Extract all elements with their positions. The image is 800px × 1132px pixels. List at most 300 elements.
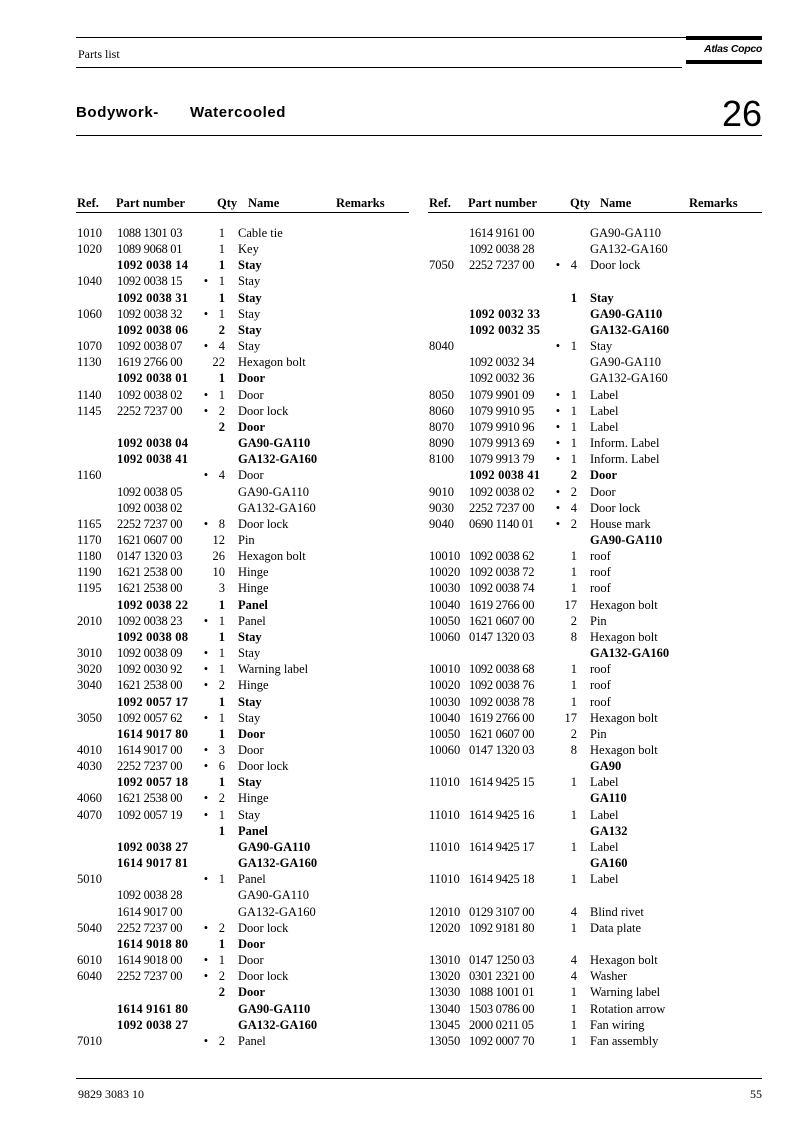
parts-row [429, 823, 769, 839]
cell-part-number: 1621 2538 00 [117, 565, 183, 580]
cell-change-mark: • [555, 387, 561, 402]
right-col-head-ref: Ref. [429, 196, 451, 210]
parts-row [77, 370, 417, 386]
cell-name: Pin [238, 532, 255, 547]
parts-row [429, 839, 769, 855]
cell-name: Label [590, 419, 619, 434]
cell-ref: 13010 [429, 953, 461, 968]
cell-change-mark: • [555, 484, 561, 499]
parts-row [77, 629, 417, 645]
cell-part-number: 1614 9425 17 [469, 839, 535, 854]
cell-name: Stay [590, 339, 613, 354]
parts-row [77, 516, 417, 532]
cell-name: Stay [238, 322, 262, 337]
parts-row [77, 807, 417, 823]
cell-name: Stay [590, 290, 614, 305]
parts-row [429, 936, 769, 952]
cell-ref: 3040 [77, 678, 102, 693]
cell-part-number: 1614 9018 80 [117, 936, 189, 951]
cell-qty: 2 [570, 516, 577, 531]
parts-row [77, 710, 417, 726]
parts-row [77, 451, 417, 467]
cell-ref: 1165 [77, 516, 102, 531]
cell-name: Panel [238, 823, 268, 838]
cell-qty: 1 [218, 936, 225, 951]
parts-row [429, 370, 769, 386]
cell-name: Stay [238, 339, 261, 354]
cell-qty: 1 [570, 403, 577, 418]
parts-row [429, 597, 769, 613]
cell-name: Label [590, 387, 619, 402]
cell-name: Fan assembly [590, 1033, 659, 1048]
parts-row [77, 225, 417, 241]
right-col-head-qty: Qty [570, 196, 591, 210]
cell-part-number: 1092 0038 05 [117, 484, 183, 499]
cell-name: Stay [238, 646, 261, 661]
cell-name: GA90-GA110 [590, 306, 663, 321]
cell-name: Hinge [238, 678, 269, 693]
cell-qty: 1 [218, 710, 225, 725]
cell-part-number: 0147 1320 03 [117, 549, 183, 564]
cell-ref: 9030 [429, 500, 454, 515]
cell-qty: 1 [570, 549, 577, 564]
cell-ref: 10050 [429, 613, 461, 628]
cell-part-number: 1621 2538 00 [117, 581, 183, 596]
cell-part-number: 2252 7237 00 [469, 500, 535, 515]
cell-ref: 5010 [77, 872, 102, 887]
cell-name: GA132-GA160 [590, 371, 668, 386]
cell-ref: 4060 [77, 791, 102, 806]
cell-part-number: 0147 1320 03 [469, 629, 535, 644]
cell-qty: 1 [218, 726, 225, 741]
cell-part-number: 2252 7237 00 [117, 920, 183, 935]
cell-qty: 2 [570, 613, 577, 628]
parts-row [77, 273, 417, 289]
cell-change-mark: • [203, 791, 209, 806]
parts-row [429, 984, 769, 1000]
cell-name: Door [238, 419, 266, 434]
cell-qty: 1 [570, 1017, 577, 1032]
left-col-head-ref: Ref. [77, 196, 99, 210]
cell-name: Stay [238, 274, 261, 289]
left-col-head-name: Name [248, 196, 280, 210]
cell-ref: 10030 [429, 581, 461, 596]
cell-ref: 8060 [429, 403, 454, 418]
parts-row [77, 936, 417, 952]
cell-ref: 1180 [77, 549, 102, 564]
cell-part-number: 1092 0038 22 [117, 597, 189, 612]
cell-qty: 3 [218, 581, 225, 596]
parts-row [77, 871, 417, 887]
cell-name: GA132-GA160 [238, 856, 318, 871]
brand-logo [686, 36, 762, 68]
cell-part-number: 0147 1320 03 [469, 743, 535, 757]
parts-row [77, 241, 417, 257]
cell-ref: 8050 [429, 387, 454, 402]
cell-part-number: 2252 7237 00 [117, 403, 183, 418]
cell-change-mark: • [555, 339, 561, 354]
cell-change-mark: • [203, 953, 209, 968]
cell-qty: 2 [218, 678, 225, 693]
cell-name: Panel [238, 872, 266, 887]
right-col-head-name: Name [600, 196, 632, 210]
cell-ref: 13030 [429, 985, 461, 1000]
cell-name: GA90-GA110 [590, 355, 662, 370]
parts-row [77, 952, 417, 968]
cell-qty: 1 [570, 662, 577, 677]
cell-part-number: 1088 1001 01 [469, 985, 535, 1000]
parts-row [77, 984, 417, 1000]
cell-qty: 1 [570, 985, 577, 1000]
document-number: 9829 3083 10 [78, 1087, 144, 1101]
parts-row [77, 419, 417, 435]
parts-row [77, 920, 417, 936]
cell-qty: 1 [570, 1001, 577, 1016]
cell-ref: 10030 [429, 694, 461, 709]
cell-name: Door lock [590, 500, 641, 515]
cell-qty: 1 [570, 872, 577, 887]
cell-qty: 1 [218, 258, 225, 273]
cell-ref: 1130 [77, 355, 102, 370]
cell-qty: 2 [218, 403, 225, 418]
cell-qty: 8 [218, 516, 225, 531]
cell-ref: 1160 [77, 468, 102, 483]
cell-ref: 1040 [77, 274, 102, 289]
footer-rule [76, 1078, 762, 1079]
parts-row [77, 839, 417, 855]
cell-name: Pin [590, 726, 607, 741]
title-rule [76, 135, 762, 136]
parts-row [429, 451, 769, 467]
parts-row [77, 677, 417, 693]
parts-row [77, 855, 417, 871]
cell-qty: 1 [218, 694, 225, 709]
cell-qty: 1 [570, 920, 577, 935]
right-parts-column [429, 225, 769, 1049]
cell-part-number: 2252 7237 00 [117, 969, 183, 984]
cell-qty: 1 [570, 694, 577, 709]
cell-ref: 10020 [429, 565, 461, 580]
cell-name: Pin [590, 613, 607, 628]
cell-ref: 10010 [429, 549, 461, 564]
cell-qty: 4 [218, 468, 225, 483]
cell-change-mark: • [203, 743, 209, 757]
section-number: 26 [721, 93, 762, 134]
cell-name: GA132-GA160 [238, 500, 316, 515]
parts-row [77, 500, 417, 516]
parts-row [429, 952, 769, 968]
cell-name: Label [590, 807, 619, 822]
cell-qty: 4 [570, 258, 577, 273]
cell-ref: 11010 [429, 872, 460, 887]
cell-qty: 2 [218, 322, 225, 337]
cell-ref: 6010 [77, 953, 102, 968]
cell-qty: 6 [218, 759, 225, 774]
cell-qty: 17 [564, 597, 577, 612]
parts-row [429, 904, 769, 920]
cell-qty: 2 [570, 484, 577, 499]
cell-change-mark: • [203, 710, 209, 725]
parts-row [429, 225, 769, 241]
parts-row [429, 629, 769, 645]
cell-part-number: 0301 2321 00 [469, 969, 535, 984]
cell-part-number: 1092 0038 01 [117, 371, 189, 386]
cell-name: Door [590, 468, 618, 483]
parts-row [429, 387, 769, 403]
parts-row [429, 403, 769, 419]
cell-name: Fan wiring [590, 1017, 645, 1032]
cell-name: Warning label [238, 662, 309, 677]
cell-qty: 8 [570, 743, 577, 757]
cell-ref: 8100 [429, 452, 454, 467]
cell-qty: 3 [218, 743, 225, 757]
right-col-head-rule [428, 212, 762, 213]
cell-part-number: 1092 0038 07 [117, 339, 183, 354]
parts-row [77, 403, 417, 419]
parts-row [77, 322, 417, 338]
cell-part-number: 1092 0038 14 [117, 258, 189, 273]
cell-ref: 13020 [429, 969, 461, 984]
parts-row [77, 306, 417, 322]
parts-row [77, 904, 417, 920]
cell-ref: 1190 [77, 565, 102, 580]
parts-row [429, 500, 769, 516]
cell-part-number: 1092 0032 33 [469, 306, 541, 321]
cell-ref: 7010 [77, 1033, 102, 1048]
cell-ref: 9040 [429, 516, 454, 531]
cell-qty: 1 [218, 274, 225, 289]
parts-row [77, 823, 417, 839]
cell-ref: 3050 [77, 710, 102, 725]
cell-part-number: 1092 0038 04 [117, 436, 189, 451]
parts-row [429, 306, 769, 322]
cell-part-number: 1621 2538 00 [117, 791, 183, 806]
cell-ref: 3010 [77, 646, 102, 661]
cell-name: House mark [590, 516, 651, 531]
cell-qty: 2 [218, 419, 225, 434]
cell-name: GA110 [590, 791, 627, 806]
cell-part-number: 1614 9017 80 [117, 726, 189, 741]
cell-change-mark: • [203, 759, 209, 774]
parts-row [77, 726, 417, 742]
cell-part-number: 1092 0038 76 [469, 678, 535, 693]
parts-row [429, 322, 769, 338]
cell-qty: 22 [212, 355, 225, 370]
cell-part-number: 1092 0038 27 [117, 839, 189, 854]
cell-qty: 1 [570, 436, 577, 451]
cell-part-number: 1614 9018 00 [117, 953, 183, 968]
cell-name: Label [590, 839, 619, 854]
cell-name: Panel [238, 613, 266, 628]
cell-ref: 4070 [77, 807, 102, 822]
parts-row [429, 677, 769, 693]
cell-part-number: 2252 7237 00 [117, 759, 183, 774]
parts-row [77, 887, 417, 903]
cell-part-number: 1092 0032 35 [469, 322, 541, 337]
cell-qty: 8 [570, 629, 577, 644]
cell-qty: 1 [570, 775, 577, 790]
cell-change-mark: • [203, 1033, 209, 1048]
cell-name: Washer [590, 969, 628, 984]
cell-part-number: 2252 7237 00 [469, 258, 535, 273]
cell-name: GA90-GA110 [590, 226, 662, 240]
cell-name: Hexagon bolt [590, 629, 658, 644]
parts-row [429, 516, 769, 532]
page-subtitle: Watercooled [190, 104, 287, 121]
right-col-head-remarks: Remarks [689, 196, 738, 210]
cell-name: GA90-GA110 [590, 532, 663, 547]
cell-change-mark: • [203, 662, 209, 677]
parts-row [429, 564, 769, 580]
cell-qty: 1 [218, 290, 225, 305]
cell-part-number: 1092 0038 08 [117, 629, 189, 644]
left-col-head-remarks: Remarks [336, 196, 385, 210]
cell-qty: 4 [570, 904, 577, 919]
cell-part-number: 1092 0038 15 [117, 274, 183, 289]
cell-change-mark: • [203, 274, 209, 289]
cell-name: Door lock [238, 920, 289, 935]
cell-name: Door [238, 371, 266, 386]
cell-ref: 1070 [77, 339, 102, 354]
cell-name: Door [238, 936, 266, 951]
cell-name: Hexagon bolt [590, 743, 658, 757]
cell-ref: 13045 [429, 1017, 461, 1032]
cell-part-number: 1621 0607 00 [469, 613, 535, 628]
cell-ref: 7050 [429, 258, 454, 273]
cell-part-number: 2252 7237 00 [117, 516, 183, 531]
cell-part-number: 1092 0038 02 [469, 484, 535, 499]
cell-qty: 1 [570, 452, 577, 467]
left-col-head-qty: Qty [217, 196, 238, 210]
cell-change-mark: • [203, 920, 209, 935]
cell-change-mark: • [203, 969, 209, 984]
cell-part-number: 1092 0057 62 [117, 710, 183, 725]
cell-name: Stay [238, 306, 261, 321]
page-number: 55 [750, 1087, 762, 1101]
cell-ref: 10040 [429, 597, 461, 612]
cell-ref: 10020 [429, 678, 461, 693]
cell-qty: 12 [212, 532, 225, 547]
cell-name: GA160 [590, 856, 628, 871]
cell-change-mark: • [555, 403, 561, 418]
cell-name: Hexagon bolt [590, 597, 658, 612]
parts-row [429, 419, 769, 435]
parts-row [77, 613, 417, 629]
cell-part-number: 1092 0038 72 [469, 565, 535, 580]
cell-part-number: 1619 2766 00 [117, 355, 183, 370]
cell-qty: 2 [218, 985, 225, 1000]
cell-qty: 1 [570, 565, 577, 580]
cell-name: Hexagon bolt [590, 710, 658, 725]
cell-qty: 1 [570, 339, 577, 354]
cell-part-number: 1092 0038 02 [117, 387, 183, 402]
parts-row [77, 790, 417, 806]
cell-part-number: 1079 9913 69 [469, 436, 535, 451]
cell-part-number: 1092 0057 19 [117, 807, 183, 822]
cell-name: Stay [238, 629, 262, 644]
parts-row [429, 694, 769, 710]
cell-name: GA90-GA110 [238, 484, 310, 499]
parts-row [77, 1001, 417, 1017]
parts-row [77, 1017, 417, 1033]
cell-name: Stay [238, 258, 262, 273]
parts-row [429, 742, 769, 758]
cell-part-number: 1092 0038 78 [469, 694, 535, 709]
cell-qty: 1 [218, 242, 225, 257]
cell-name: Key [238, 242, 259, 257]
cell-qty: 4 [570, 500, 577, 515]
cell-qty: 1 [570, 1033, 577, 1048]
cell-name: GA132-GA160 [238, 452, 318, 467]
cell-part-number: 1092 0038 41 [117, 452, 189, 467]
cell-part-number: 1614 9425 15 [469, 775, 535, 790]
cell-part-number: 1092 0038 23 [117, 613, 183, 628]
cell-change-mark: • [203, 339, 209, 354]
cell-part-number: 1621 2538 00 [117, 678, 183, 693]
cell-change-mark: • [203, 387, 209, 402]
parts-row [77, 467, 417, 483]
cell-ref: 10060 [429, 743, 461, 757]
cell-name: Hexagon bolt [590, 953, 658, 968]
cell-name: Hinge [238, 791, 269, 806]
parts-row [77, 387, 417, 403]
cell-part-number: 1614 9017 00 [117, 743, 183, 757]
cell-name: GA90-GA110 [238, 839, 311, 854]
cell-part-number: 1503 0786 00 [469, 1001, 535, 1016]
cell-qty: 1 [218, 953, 225, 968]
cell-part-number: 1092 0057 18 [117, 775, 189, 790]
cell-part-number: 0129 3107 00 [469, 904, 535, 919]
parts-row [429, 758, 769, 774]
cell-name: roof [590, 581, 611, 596]
cell-ref: 13040 [429, 1001, 461, 1016]
right-col-head-part-number: Part number [468, 196, 538, 210]
cell-name: Panel [238, 1033, 266, 1048]
cell-qty: 17 [564, 710, 577, 725]
cell-qty: 1 [218, 629, 225, 644]
cell-change-mark: • [555, 436, 561, 451]
cell-part-number: 1621 0607 00 [117, 532, 183, 547]
cell-qty: 2 [218, 791, 225, 806]
parts-row [77, 354, 417, 370]
cell-name: Label [590, 403, 619, 418]
cell-name: roof [590, 549, 611, 564]
cell-part-number: 1614 9017 00 [117, 904, 183, 919]
cell-ref: 5040 [77, 920, 102, 935]
parts-row [429, 241, 769, 257]
cell-part-number: 1614 9161 80 [117, 1001, 189, 1016]
parts-row [77, 290, 417, 306]
page-title: Bodywork- [76, 104, 159, 121]
parts-row [429, 484, 769, 500]
parts-row [429, 257, 769, 273]
cell-qty: 26 [212, 549, 225, 564]
cell-ref: 1145 [77, 403, 102, 418]
cell-ref: 1060 [77, 306, 102, 321]
cell-part-number: 2000 0211 05 [469, 1017, 534, 1032]
cell-name: Door [238, 468, 264, 483]
parts-row [77, 742, 417, 758]
cell-part-number: 1092 0030 92 [117, 662, 183, 677]
cell-part-number: 1614 9425 18 [469, 872, 535, 887]
cell-name: Inform. Label [590, 452, 660, 467]
parts-row [77, 968, 417, 984]
parts-row [429, 532, 769, 548]
cell-change-mark: • [203, 468, 209, 483]
cell-part-number: 1092 0038 32 [117, 306, 183, 321]
cell-qty: 1 [218, 775, 225, 790]
cell-name: GA132-GA160 [238, 904, 316, 919]
